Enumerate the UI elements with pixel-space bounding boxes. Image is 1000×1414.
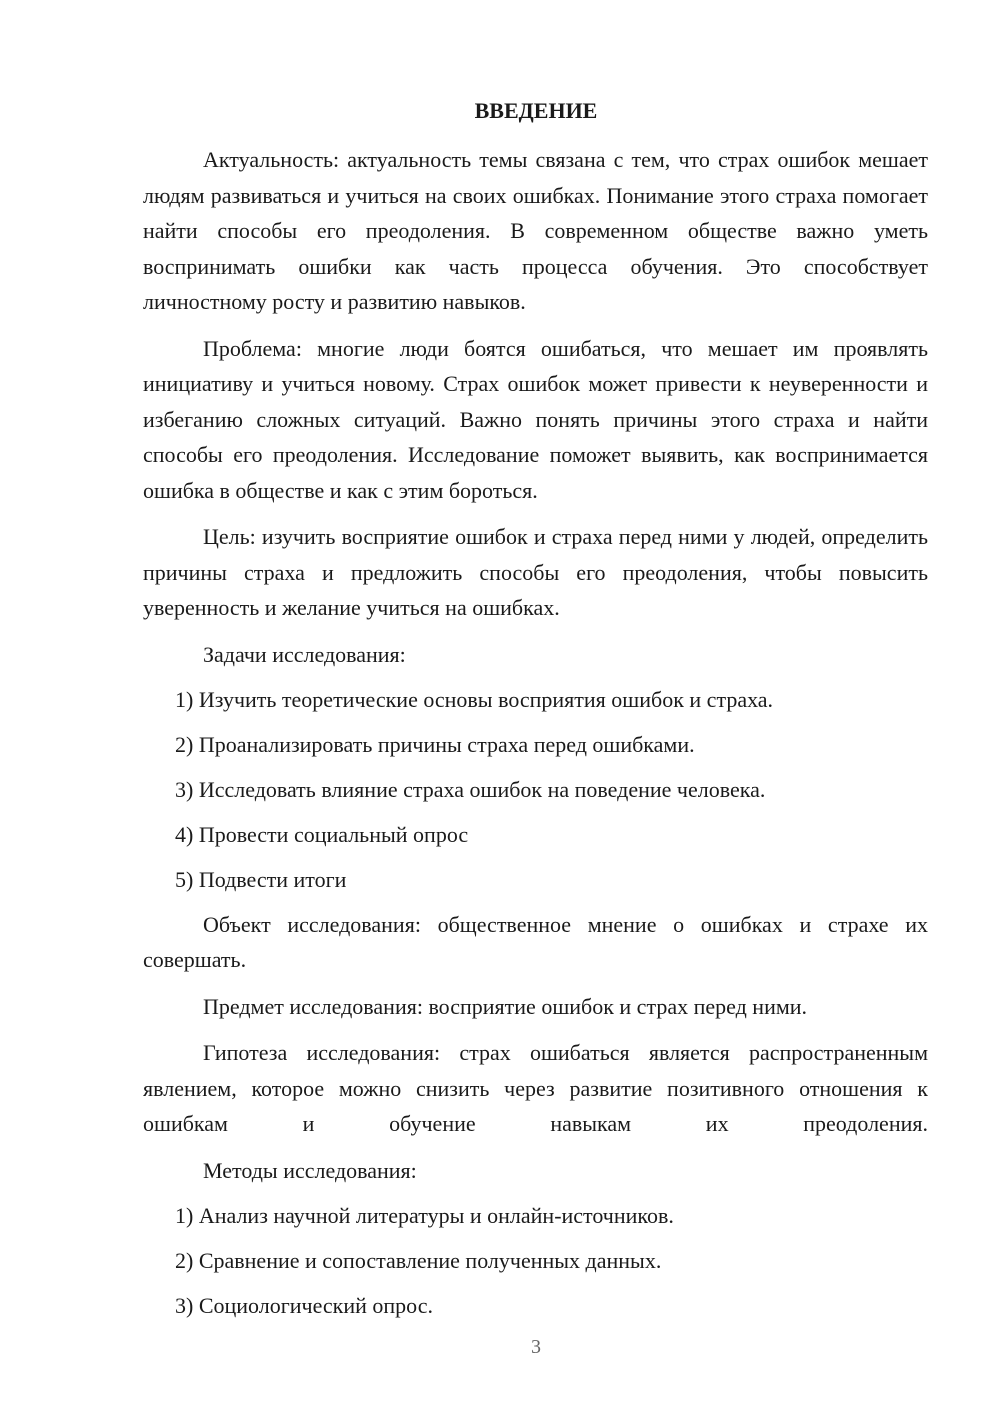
problem-paragraph: Проблема: многие люди боятся ошибаться, что мешает им проявлять инициативу и учиться новому. Страх ошибок может привести к неуверенности и избеганию сложных ситуаций. Важно понять причины этого страха и найти способы его преодоления. Исследование поможет выявить, как воспринимается ошибка в обществе и как с этим бороться. [143,335,928,503]
hypothesis-paragraph: Гипотеза исследования: страх ошибаться является распространенным явлением, которое можно снизить через развитие позитивного отношения к ошибкам и обучение навыкам их преодоления. [143,1040,928,1136]
task-item: 2) Проанализировать причины страха перед ошибками. [175,731,695,757]
object-paragraph: Объект исследования: общественное мнение о ошибках и страхе их совершать. [143,911,928,972]
relevance-paragraph: Актуальность: актуальность темы связана с тем, что страх ошибок мешает людям развиваться и учиться на своих ошибках. Понимание этого страха помогает найти способы его преодоления. В современном обществе важно уметь воспринимать ошибки как часть процесса обучения. Это способствует личностному росту и развитию навыков. [143,147,928,314]
task-item: 4) Провести социальный опрос [175,821,469,847]
page-body [143,142,928,1333]
page-number: 3 [531,1336,541,1358]
subject-paragraph: Предмет исследования: восприятие ошибок и страх перед ними. [203,993,808,1019]
task-item: 5) Подвести итоги [175,866,347,892]
tasks-heading: Задачи исследования: [203,641,406,667]
goal-paragraph: Цель: изучить восприятие ошибок и страха перед ними у людей, определить причины страха и предложить способы его преодоления, чтобы повысить уверенность и желание учиться на ошибках. [143,524,928,620]
method-item: 3) Социологический опрос. [175,1292,433,1318]
page-title: ВВЕДЕНИЕ [474,98,598,123]
task-item: 3) Исследовать влияние страха ошибок на поведение человека. [175,776,766,802]
task-item: 1) Изучить теоретические основы восприятия ошибок и страха. [175,686,774,712]
method-item: 1) Анализ научной литературы и онлайн-источников. [175,1202,674,1228]
method-item: 2) Сравнение и сопоставление полученных данных. [175,1247,662,1273]
methods-heading: Методы исследования: [203,1157,417,1183]
